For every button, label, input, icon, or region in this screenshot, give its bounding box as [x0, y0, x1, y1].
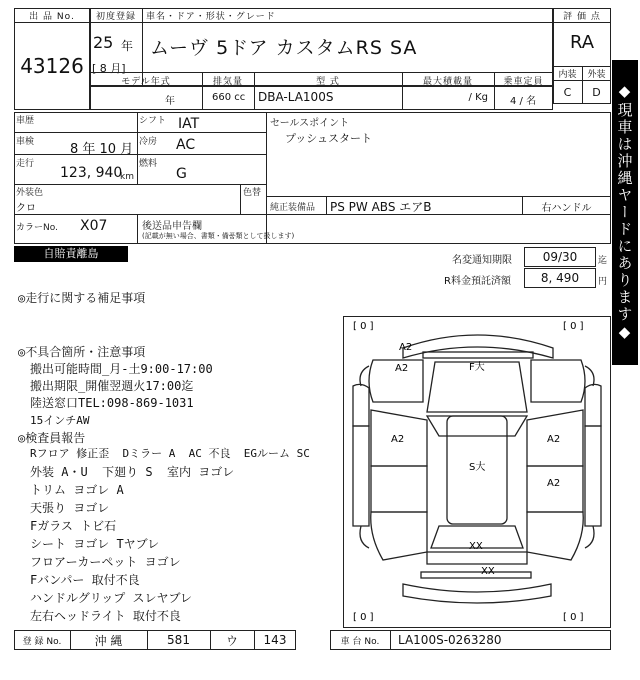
overall-rating: RA: [569, 32, 595, 53]
insurance-tag: 自賠責離島: [14, 246, 128, 262]
report-line: トリム ヨゴレ A: [30, 483, 124, 497]
report-line: Fガラス トビ石: [30, 519, 117, 533]
defect-line: 15インチAW: [30, 414, 90, 427]
defect-line: 陸送窓口TEL:098-869-1031: [30, 396, 194, 410]
mark-left-fender: A2: [395, 363, 409, 374]
exterior-label: 外装: [587, 70, 606, 80]
driving-notes-header: ◎走行に関する補足事項: [18, 291, 146, 305]
mark-roof: S大: [469, 462, 486, 473]
first-reg-year: 25: [93, 33, 114, 52]
displacement: 660 cc: [212, 92, 246, 103]
equipment-label: 純正装備品: [270, 203, 316, 213]
capacity: 4 / 名: [510, 96, 537, 107]
mark-front-bumper: A2: [399, 342, 413, 353]
reg-class: 581: [167, 633, 190, 647]
sales-point-label: セールスポイント: [270, 118, 350, 129]
ext-color-label: 外装色: [16, 188, 44, 198]
report-line: フロアーカーペット ヨゴレ: [30, 555, 181, 569]
model-year-label: モデル年式: [121, 77, 171, 87]
report-line: Fバンパー 取付不良: [30, 573, 140, 587]
inspector-header: ◎検査員報告: [18, 431, 86, 445]
car-name: ムーヴ 5ドア カスタムRS SA: [150, 37, 418, 59]
shift-label: シフト: [139, 116, 167, 126]
mileage-value: 123, 940: [60, 165, 123, 181]
lot-number-label: 出 品 No.: [29, 12, 75, 22]
capacity-label: 乗車定員: [503, 77, 544, 87]
first-reg-year-unit: 年: [121, 39, 134, 53]
reg-kana: ウ: [225, 633, 238, 648]
inspector-report: [30, 445, 310, 625]
equipment-value: PS PW ABS エアB: [330, 200, 432, 214]
defects-list: [30, 361, 213, 429]
ac-value: AC: [176, 137, 196, 153]
report-line: シート ヨゴレ Tヤブレ: [30, 537, 160, 551]
interior-label: 内装: [558, 70, 577, 80]
accessories-note: (記載が無い場合、書類・備품類として扱します): [142, 232, 295, 240]
recycle-fee-label: R料金預託済額: [444, 276, 511, 287]
car-name-label: 車名・ドア・形状・グレード: [146, 12, 276, 22]
corner-count-tr: [ 0 ]: [563, 321, 584, 332]
color-change-label: 色替: [243, 188, 262, 198]
mark-rear-window: XX: [469, 541, 483, 552]
report-line: 左右ヘッドライト 取付不良: [30, 609, 181, 623]
ac-label: 冷房: [139, 137, 158, 147]
inspection-label: 車検: [16, 137, 35, 147]
mark-left-door: A2: [391, 434, 405, 445]
fuel-value: G: [176, 166, 187, 182]
exterior-grade: D: [592, 86, 601, 99]
chassis-number: LA100S-0263280: [398, 633, 502, 647]
shift-value: IAT: [178, 116, 200, 132]
corner-count-tl: [ 0 ]: [353, 321, 374, 332]
report-line: 天張り ヨゴレ: [30, 501, 110, 515]
mark-right-rear-door: A2: [547, 478, 561, 489]
max-load: / Kg: [468, 92, 488, 103]
defects-header: ◎不具合箇所・注意事項: [18, 345, 146, 359]
corner-count-br: [ 0 ]: [563, 612, 584, 623]
transfer-deadline-unit: 迄: [598, 256, 608, 266]
steering-side: 右ハンドル: [541, 203, 592, 214]
history-label: 車歴: [16, 116, 35, 126]
defect-line: 搬出可能時間_月-土9:00-17:00: [30, 362, 213, 376]
interior-grade: C: [563, 86, 572, 99]
inspection-value: 8 年 10 月: [70, 142, 134, 157]
rating-label: 評 価 点: [563, 12, 601, 22]
lot-number: 43126: [20, 54, 84, 78]
mark-rear-bumper: XX: [481, 566, 495, 577]
chassis-label: 車 台 No.: [340, 636, 380, 647]
report-line: ハンドルグリップ スレヤブレ: [30, 591, 193, 605]
fuel-label: 燃料: [139, 159, 158, 169]
recycle-fee: 8, 490: [540, 271, 580, 285]
mark-hood: F大: [469, 362, 485, 373]
color-no-value: X07: [80, 218, 108, 234]
type-value: DBA-LA100S: [258, 90, 334, 104]
accessories-label: 後送品申告欄: [142, 221, 202, 232]
color-no-label: カラーNo.: [16, 223, 58, 233]
sales-point-value: プッシュスタート: [285, 132, 373, 145]
mileage-label: 走行: [16, 159, 35, 169]
model-year-unit: 年: [165, 96, 175, 107]
reg-no-label: 登 録 No.: [22, 636, 62, 647]
type-label: 型 式: [316, 77, 340, 87]
displacement-label: 排気量: [212, 77, 243, 87]
corner-count-bl: [ 0 ]: [353, 612, 374, 623]
recycle-fee-unit: 円: [598, 277, 608, 287]
reg-region: 沖 縄: [94, 633, 123, 648]
defect-line: 搬出期限_開催翌週火17:00迄: [30, 379, 194, 393]
first-reg-month: [ 8 月]: [92, 62, 126, 75]
ext-color-value: クロ: [16, 203, 36, 214]
max-load-label: 最大積載量: [422, 77, 473, 87]
reg-number: 143: [263, 633, 287, 647]
transfer-deadline-label: 名変通知期限: [452, 255, 512, 266]
report-line: 外装 A・U 下廻り S 室内 ヨゴレ: [30, 465, 235, 479]
report-line: Rフロア 修正歪 Dミラー A AC 不良 EGルーム SC: [30, 447, 310, 460]
mark-right-front-door: A2: [547, 434, 561, 445]
mileage-unit: km: [120, 172, 134, 182]
first-reg-label: 初度登録: [95, 12, 136, 22]
transfer-deadline: 09/30: [542, 250, 578, 264]
car-damage-diagram: [343, 316, 611, 628]
location-notice: ◆現車は沖縄ヤードにあります◆: [612, 60, 638, 365]
